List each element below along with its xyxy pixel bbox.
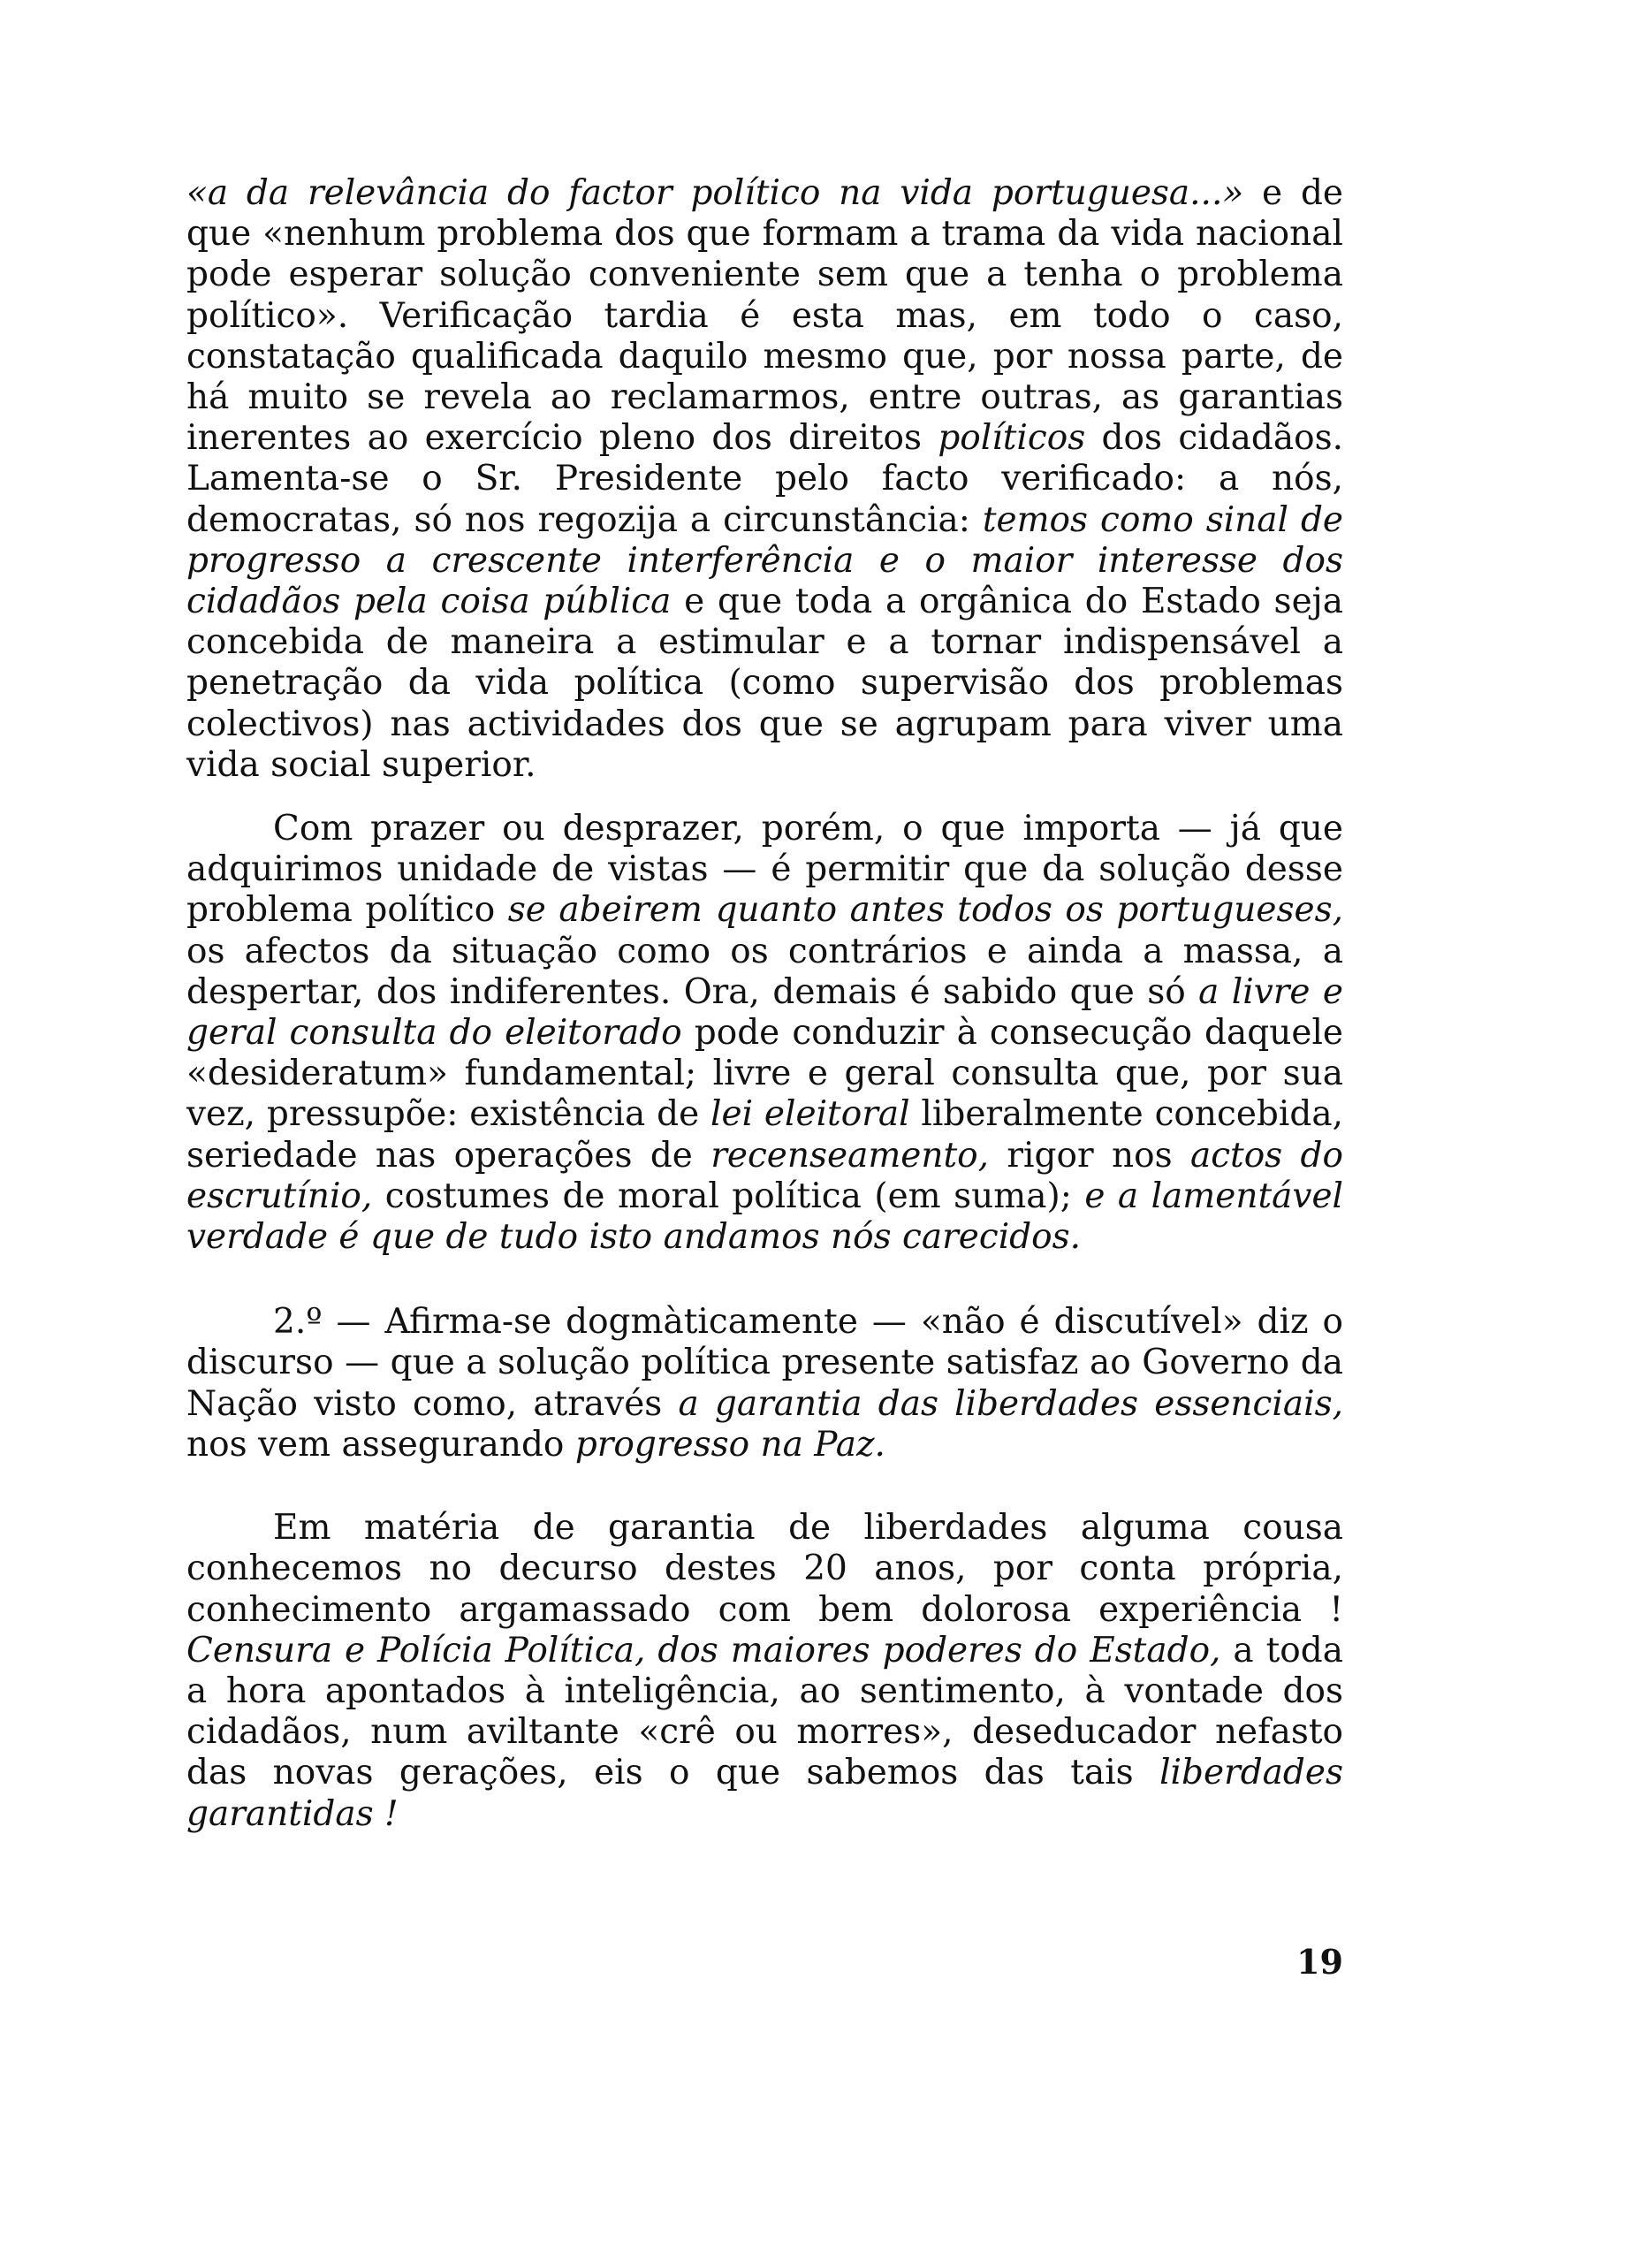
italic-text-segment: políticos	[938, 418, 1086, 459]
text-segment: costumes de moral política (em suma);	[372, 1176, 1085, 1216]
text-segment: e de que «nenhum problema dos que formam a trama da vida nacional pode esperar solução conveniente sem que a tenha o problema político». Verificação tardia é esta mas, em todo o caso, constatação qualificada daquilo mesmo que, por nossa parte, de há muito se revela ao reclamarmos, entre outras, as garantias inerentes ao exercício pleno dos direitos	[186, 173, 1343, 459]
paragraph-4	[186, 1508, 1343, 1835]
text-segment: rigor nos	[989, 1135, 1190, 1176]
text-segment: e que toda a orgânica do Estado seja concebida de maneira a estimular e a tornar indispensável a penetração da vida política (como supervisão dos problemas colectivos) nas actividades dos que se agrupam para viver uma vida social superior.	[186, 582, 1343, 785]
italic-text-segment: recenseamento,	[710, 1135, 990, 1176]
italic-text-segment: lei eleitoral	[710, 1094, 910, 1135]
italic-text-segment: liberdades garantidas !	[186, 1753, 1343, 1834]
italic-text-segment: temos como sinal de progresso a crescente interferência e o maior interesse dos cidadãos pela coisa pública	[186, 499, 1343, 622]
text-segment: dos cidadãos. Lamenta-se o Sr. Presidente pelo facto verificado: a nós, democratas, só nos regozija a circunstância:	[186, 418, 1343, 540]
italic-text-segment: se abeirem quanto antes todos os portugueses,	[507, 890, 1344, 931]
italic-text-segment: actos do escrutínio,	[186, 1135, 1343, 1216]
paragraph-2	[186, 809, 1343, 1258]
text-segment: Com prazer ou desprazer, porém, o que importa — já que adquirimos unidade de vistas — é permitir que da solução desse problema político	[186, 809, 1343, 931]
italic-text-segment: a livre e geral consulta do eleitorado	[186, 971, 1343, 1054]
italic-text-segment: Censura e Polícia Política, dos maiores poderes do Estado,	[186, 1630, 1221, 1671]
text-segment: pode conduzir à consecução daquele «desideratum» fundamental; livre e geral consulta que, por sua vez, pressupõe: existência de	[186, 1013, 1343, 1135]
body-text	[186, 173, 1343, 1835]
page-number: 19	[1296, 1942, 1343, 1982]
text-segment: Em matéria de garantia de liberdades alguma cousa conhecemos no decurso destes 20 anos, por conta própria, conhecimento argamassado com bem dolorosa experiência !	[186, 1508, 1343, 1630]
text-segment: liberalmente concebida, seriedade nas operações de	[186, 1094, 1343, 1176]
paragraph-1	[186, 173, 1343, 786]
text-segment: nos vem assegurando	[186, 1424, 575, 1465]
text-segment: 2.º — Afirma-se dogmàticamente — «não é discutível» diz o discurso — que a solução política presente satisfaz ao Governo da Nação visto como, através	[186, 1302, 1343, 1424]
text-segment: os afectos da situação como os contrários e ainda a massa, a despertar, dos indiferentes. Ora, demais é sabido que só	[186, 931, 1343, 1012]
paragraph-3	[186, 1302, 1343, 1465]
italic-text-segment: a garantia das liberdades essenciais,	[678, 1383, 1343, 1424]
italic-text-segment: progresso na Paz.	[574, 1424, 885, 1465]
text-segment: a toda a hora apontados à inteligência, ao sentimento, à vontade dos cidadãos, num aviltante «crê ou morres», deseducador nefasto das novas gerações, eis o que sabemos das tais	[186, 1630, 1343, 1793]
italic-text-segment: «a da relevância do factor político na vida portuguesa...»	[186, 173, 1244, 213]
italic-text-segment: e a lamentável verdade é que de tudo isto andamos nós carecidos.	[186, 1176, 1343, 1258]
